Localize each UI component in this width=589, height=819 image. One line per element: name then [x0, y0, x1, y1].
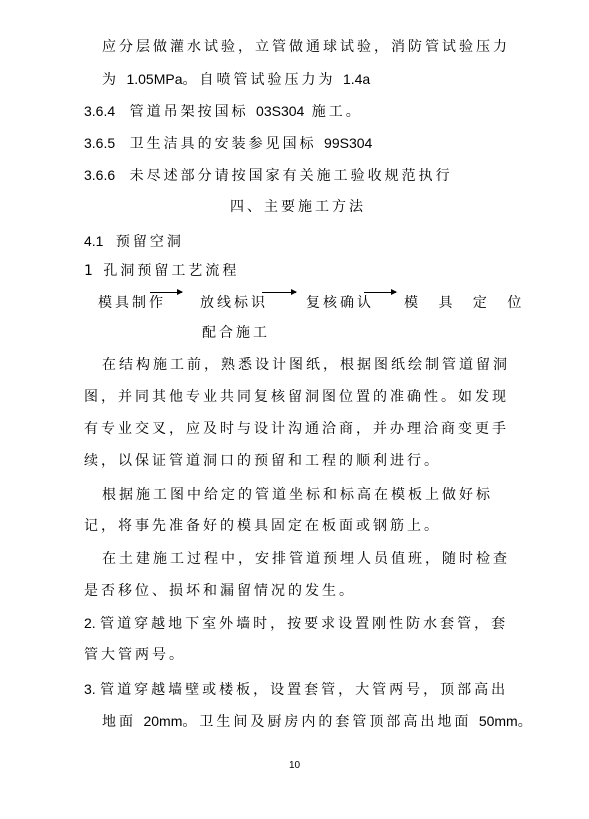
- subheading: 1 孔洞预留工艺流程: [84, 263, 240, 279]
- page-number: 10: [289, 760, 301, 771]
- section-3-6-6: [84, 166, 453, 185]
- text-span: 50mm: [478, 713, 518, 729]
- paragraph-line: 有专业交叉，应及时与设计沟通洽商，并办理洽商变更手: [84, 421, 509, 437]
- text-span: 管道吊架按国标: [129, 104, 257, 120]
- section-3-6-5: [84, 134, 372, 153]
- arrow-icon: [262, 292, 296, 293]
- text-span: 。自喷管试验压力为: [182, 72, 343, 88]
- text-span: 1.05MPa: [126, 71, 183, 87]
- paragraph-line: 在结构施工前，熟悉设计图纸，根据图纸绘制管道留洞: [102, 357, 510, 373]
- paragraph-line: 管大管两号。: [84, 647, 186, 663]
- flow-step-1: 模具制作: [98, 295, 166, 311]
- paragraph-line: 根据施工图中给定的管道坐标和标高在模板上做好标: [102, 487, 493, 503]
- text-span: 预留空洞: [115, 234, 184, 250]
- text-span: 。: [517, 714, 535, 730]
- section-number: 3.6.6: [84, 167, 116, 183]
- paragraph-line: [102, 712, 535, 731]
- arrow-icon: [150, 292, 182, 293]
- text-span: 1.4a: [342, 71, 371, 87]
- code-span: 99S304: [324, 135, 373, 151]
- section-number: 3.6.4: [84, 103, 116, 119]
- arrow-icon: [364, 292, 396, 293]
- text-span: 管道穿越地下室外墙时，按要求设置刚性防水套管，套: [100, 616, 509, 632]
- text-span: 管道穿越墙壁或楼板，设置套管，大管两号，顶部高出: [100, 682, 509, 698]
- flow-step-3: 复核确认: [306, 295, 374, 311]
- flow-step-4: 模 具 定 位: [404, 295, 530, 311]
- paragraph-line: 续，以保证管道洞口的预留和工程的顺利进行。: [84, 453, 441, 469]
- paragraph-line: 图，并同其他专业共同复核留洞图位置的准确性。如发现: [84, 389, 509, 405]
- text-line: 应分层做灌水试验，立管做通球试验，消防管试验压力: [102, 39, 510, 55]
- paragraph-line: 记，将事先准备好的模具固定在板面或钢筋上。: [84, 518, 441, 534]
- flow-step-5: 配合施工: [202, 325, 270, 341]
- item-number: 2.: [84, 615, 96, 631]
- paragraph-line: 在土建施工过程中，安排管道预埋人员值班，随时检查: [102, 551, 510, 567]
- section-4-1: [84, 232, 184, 251]
- text-span: 卫生洁具的安装参见国标: [129, 136, 325, 152]
- list-item: [84, 680, 508, 699]
- text-span: 为: [102, 72, 127, 88]
- list-item: [84, 614, 508, 633]
- section-number: 4.1: [84, 233, 104, 249]
- text-span: 施工。: [304, 104, 363, 120]
- text-span: 未尽述部分请按国家有关施工验收规范执行: [129, 168, 453, 184]
- section-3-6-4: [84, 102, 363, 121]
- text-line: [102, 70, 370, 89]
- text-span: 20mm: [143, 713, 183, 729]
- section-heading: 四、主要施工方法: [230, 199, 366, 215]
- text-span: 地面: [102, 714, 144, 730]
- flow-step-2: 放线标识: [200, 295, 268, 311]
- item-number: 3.: [84, 681, 96, 697]
- section-number: 3.6.5: [84, 135, 116, 151]
- code-span: 03S304: [256, 103, 305, 119]
- paragraph-line: 是否移位、损坏和漏留情况的发生。: [84, 583, 356, 599]
- text-span: 。卫生间及厨房内的套管顶部高出地面: [182, 714, 479, 730]
